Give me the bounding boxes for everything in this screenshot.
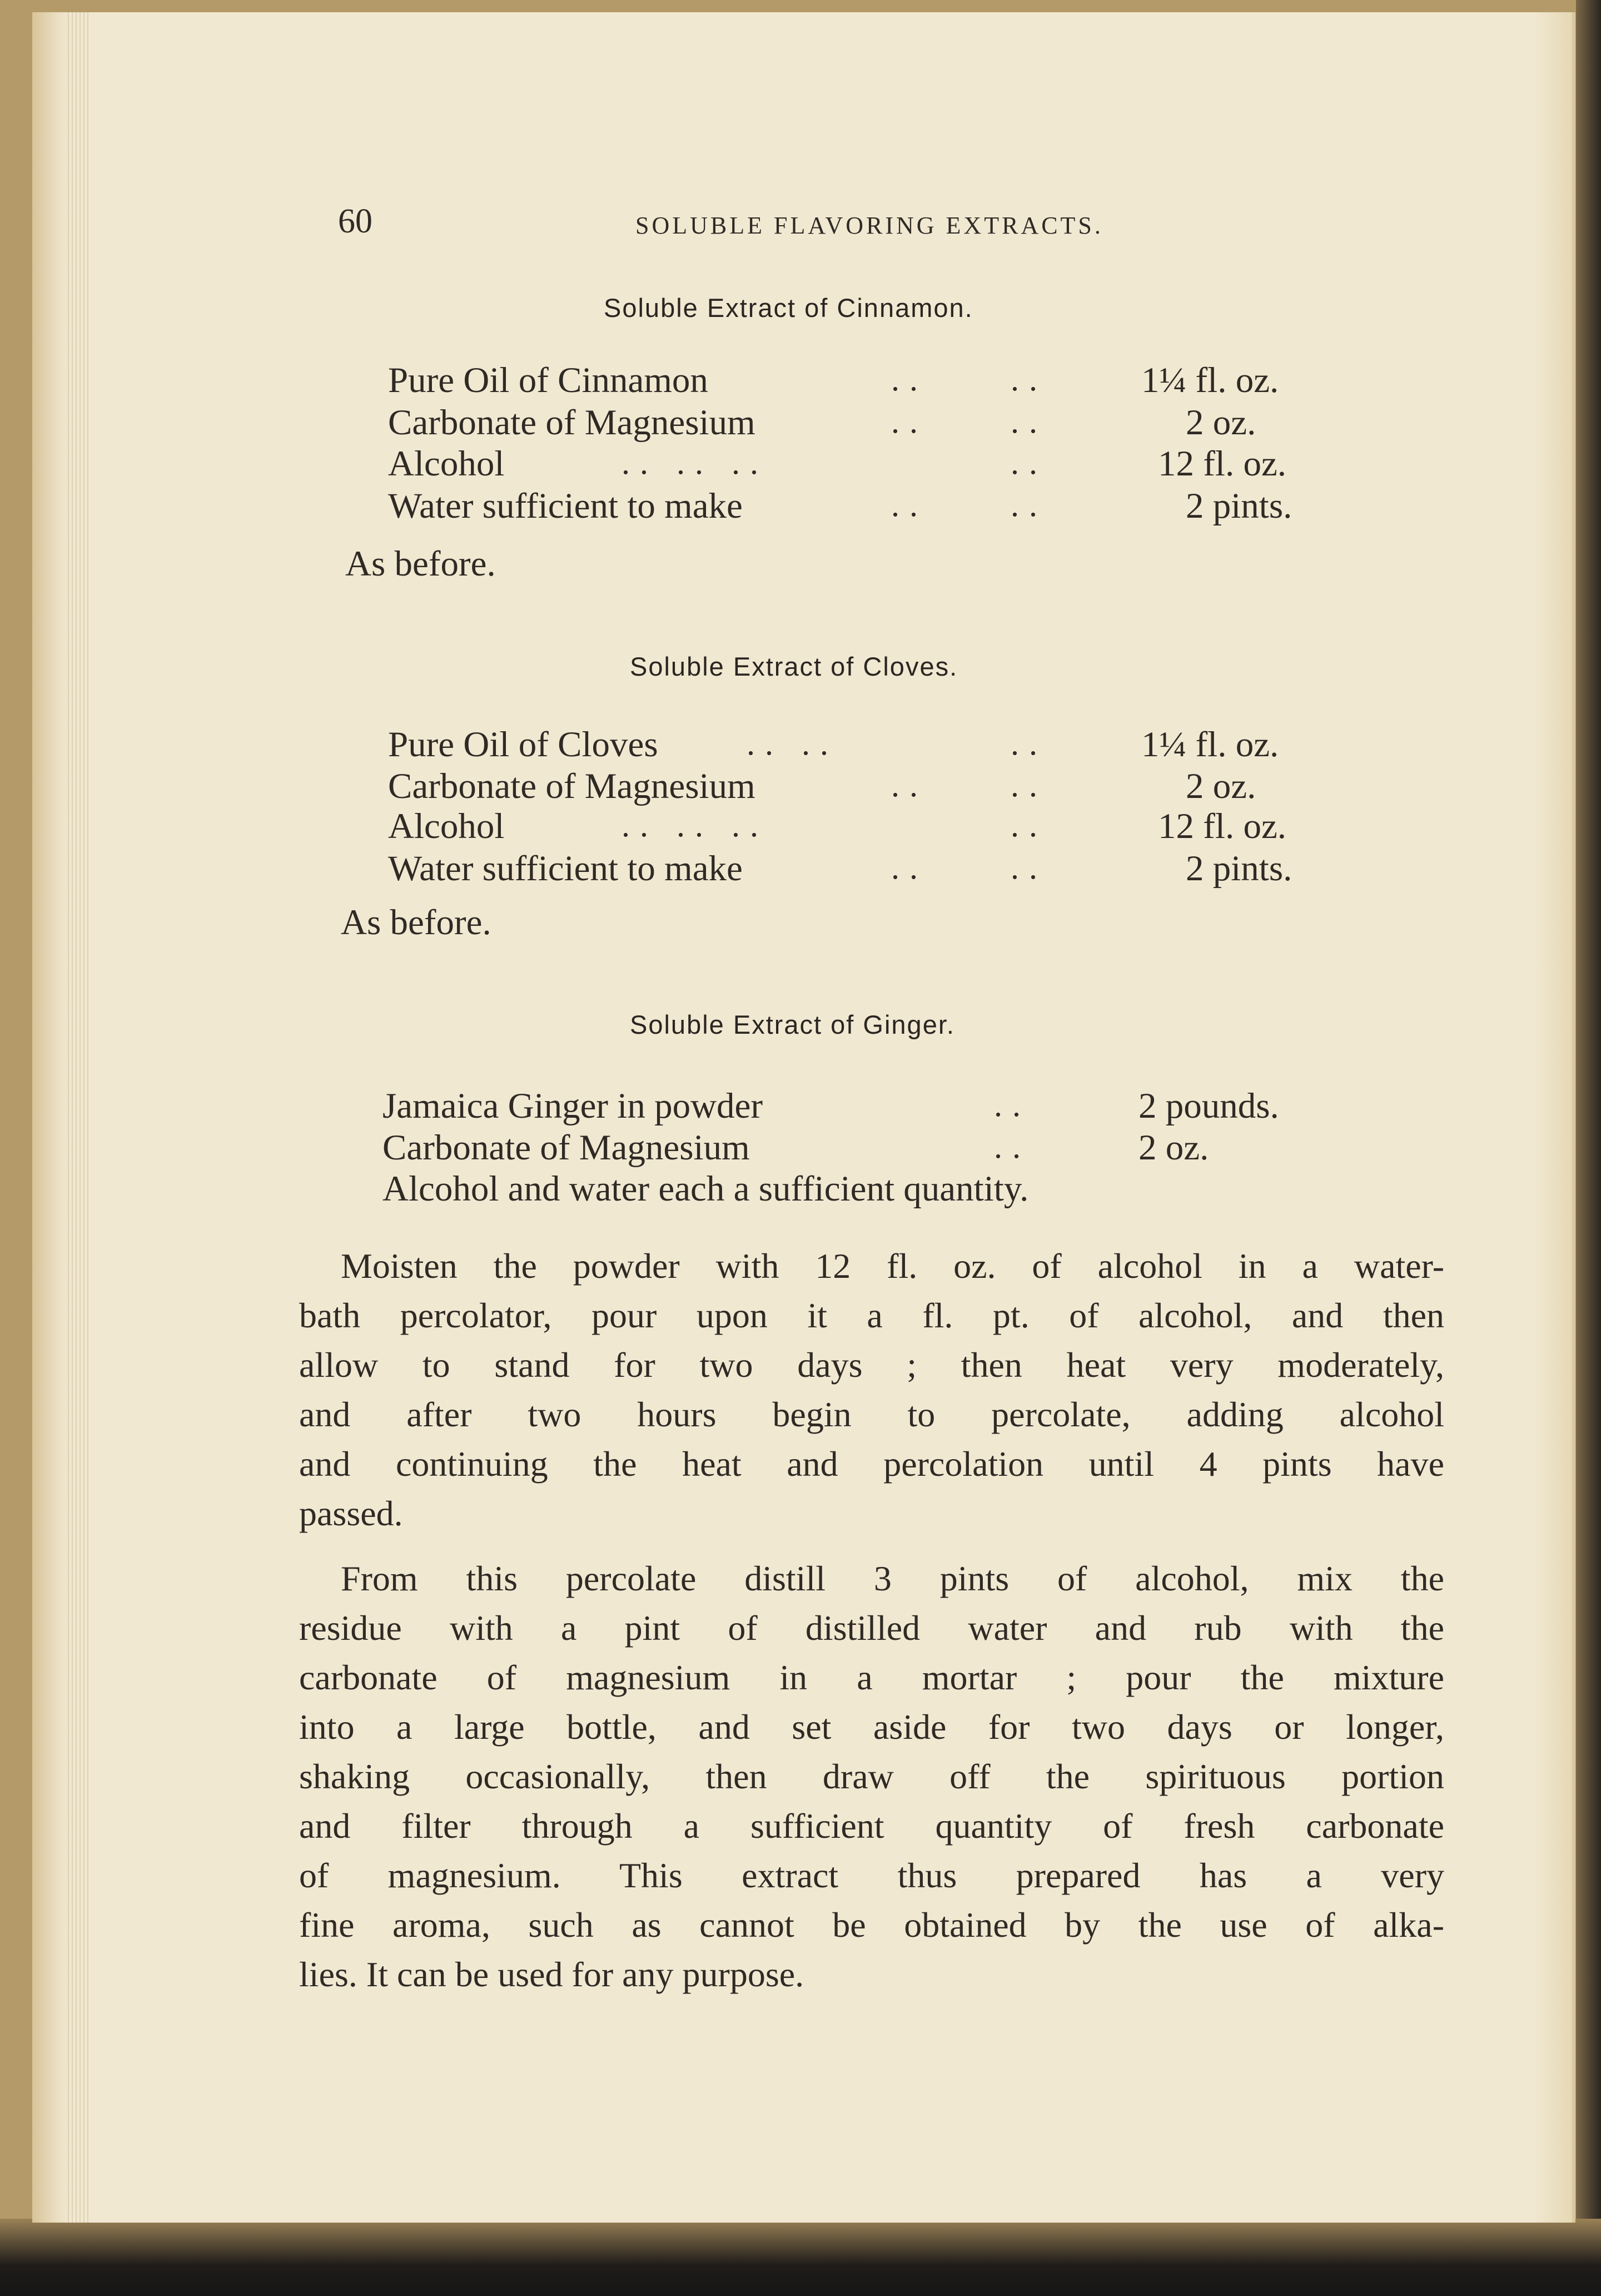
ingredient-name: Pure Oil of Cinnamon <box>388 360 708 400</box>
ingredient-quantity: 2 pints. <box>1186 486 1292 526</box>
paragraph-line: Moisten the powder with 12 fl. oz. of alcohol in a water- <box>341 1246 1444 1286</box>
ingredient-name: Pure Oil of Cloves <box>388 725 658 765</box>
leader-dots: .. <box>1011 725 1047 762</box>
ingredient-name: Water sufficient to make <box>388 849 743 889</box>
paragraph-line: and after two hours begin to percolate, adding alcohol <box>299 1395 1444 1434</box>
section-note: As before. <box>341 902 491 943</box>
leader-dots: .. <box>1011 849 1047 886</box>
page-gutter-leaves <box>68 12 90 2223</box>
paragraph-line: passed. <box>299 1494 403 1533</box>
section-title-ginger: Soluble Extract of Ginger. <box>630 1010 955 1039</box>
running-header: SOLUBLE FLAVORING EXTRACTS. <box>635 212 1103 239</box>
leader-dots: .. <box>1011 403 1047 440</box>
ingredient-name: Carbonate of Magnesium <box>388 766 755 806</box>
ingredient-quantity: 12 fl. oz. <box>1158 806 1287 846</box>
ingredient-name: Alcohol <box>388 806 505 846</box>
leader-dots: .. <box>994 1128 1031 1165</box>
paragraph-line: and continuing the heat and percolation until 4 pints have <box>299 1444 1444 1484</box>
ingredient-quantity: 2 pounds. <box>1138 1086 1279 1126</box>
paragraph-line: of magnesium. This extract thus prepared has a very <box>299 1856 1444 1895</box>
paragraph-line: shaking occasionally, then draw off the spirituous portion <box>299 1757 1444 1796</box>
ingredient-name: Jamaica Ginger in powder <box>382 1086 763 1126</box>
paragraph-line: lies. It can be used for any purpose. <box>299 1955 804 1994</box>
cover-edge-right <box>1576 0 1601 2296</box>
section-note: Alcohol and water each a sufficient quantity. <box>382 1169 1029 1209</box>
leader-dots: .. <box>1011 487 1047 523</box>
paragraph-line: residue with a pint of distilled water and rub with the <box>299 1608 1444 1648</box>
page-edge-shadow <box>1533 12 1572 2223</box>
leader-dots: .. <box>1011 807 1047 844</box>
paragraph-line: into a large bottle, and set aside for two days or longer, <box>299 1707 1444 1747</box>
leader-dots: .. .. <box>747 725 838 762</box>
leader-dots: .. .. .. <box>621 444 768 481</box>
section-note: As before. <box>345 544 496 584</box>
book-page <box>32 12 1575 2223</box>
leader-dots: .. <box>891 403 928 440</box>
ingredient-name: Carbonate of Magnesium <box>388 403 755 443</box>
ingredient-quantity: 2 pints. <box>1186 849 1292 889</box>
cover-edge-bottom <box>0 2219 1601 2296</box>
ingredient-quantity: 1¼ fl. oz. <box>1141 360 1279 400</box>
leader-dots: .. <box>891 487 928 523</box>
leader-dots: .. <box>1011 444 1047 481</box>
paragraph-line: fine aroma, such as cannot be obtained by the use of alka- <box>299 1905 1444 1945</box>
paragraph-line: allow to stand for two days ; then heat very moderately, <box>299 1345 1444 1385</box>
ingredient-name: Alcohol <box>388 444 505 484</box>
page-number: 60 <box>338 202 372 240</box>
ingredient-quantity: 1¼ fl. oz. <box>1141 725 1279 765</box>
ingredient-quantity: 2 oz. <box>1186 766 1256 806</box>
paragraph-line: From this percolate distill 3 pints of alcohol, mix the <box>341 1559 1444 1598</box>
paragraph-line: carbonate of magnesium in a mortar ; pour the mixture <box>299 1658 1444 1697</box>
leader-dots: .. <box>1011 361 1047 398</box>
leader-dots: .. <box>891 767 928 804</box>
ingredient-quantity: 2 oz. <box>1186 403 1256 443</box>
leader-dots: .. <box>891 361 928 398</box>
ingredient-name: Carbonate of Magnesium <box>382 1128 750 1168</box>
leader-dots: .. <box>891 849 928 886</box>
leader-dots: .. .. .. <box>621 807 768 844</box>
leader-dots: .. <box>1011 767 1047 804</box>
paragraph-line: and filter through a sufficient quantity of fresh carbonate <box>299 1806 1444 1846</box>
page-gutter <box>32 12 71 2223</box>
section-title-cloves: Soluble Extract of Cloves. <box>630 652 958 681</box>
ingredient-name: Water sufficient to make <box>388 486 743 526</box>
leader-dots: .. <box>994 1087 1031 1123</box>
section-title-cinnamon: Soluble Extract of Cinnamon. <box>604 293 973 323</box>
ingredient-quantity: 12 fl. oz. <box>1158 444 1287 484</box>
paragraph-line: bath percolator, pour upon it a fl. pt. of alcohol, and then <box>299 1296 1444 1335</box>
ingredient-quantity: 2 oz. <box>1138 1128 1209 1168</box>
